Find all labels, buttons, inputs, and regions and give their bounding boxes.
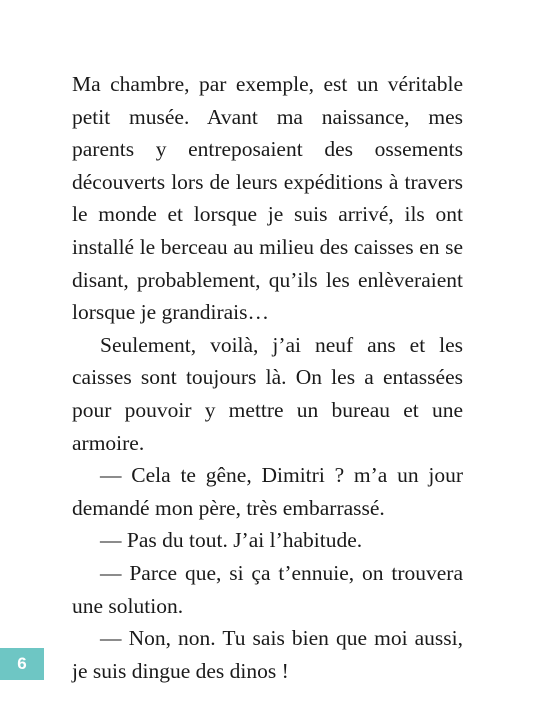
page-number: 6 bbox=[17, 654, 27, 673]
paragraph-2: Seulement, voilà, j’ai neuf ans et les caisses sont toujours là. On les a entassées pour pouvoir y mettre un bureau et une armoire. bbox=[72, 332, 463, 455]
dialogue-line-1: — Cela te gêne, Dimitri ? m’a un jour demandé mon père, très embarrassé. bbox=[72, 463, 463, 520]
dialogue-line-4: — Non, non. Tu sais bien que moi aussi, je suis dingue des dinos ! bbox=[72, 626, 463, 683]
dialogue-line-3: — Parce que, si ça t’ennuie, on trouvera une solution. bbox=[72, 560, 463, 618]
paragraph-1: Ma chambre, par exemple, est un véritable petit musée. Avant ma naissance, mes parents y entreposaient des ossements découverts lors de leurs expéditions à travers le monde et lorsque je suis arrivé, ils ont installé le berceau au milieu des caisses en se disant, probablement, qu’ils les enlèveraient lorsque je grandirais… bbox=[72, 72, 463, 325]
page-number-tab bbox=[0, 648, 44, 680]
page-text bbox=[72, 68, 463, 687]
dialogue-line-2: — Pas du tout. J’ai l’habitude. bbox=[100, 528, 363, 553]
